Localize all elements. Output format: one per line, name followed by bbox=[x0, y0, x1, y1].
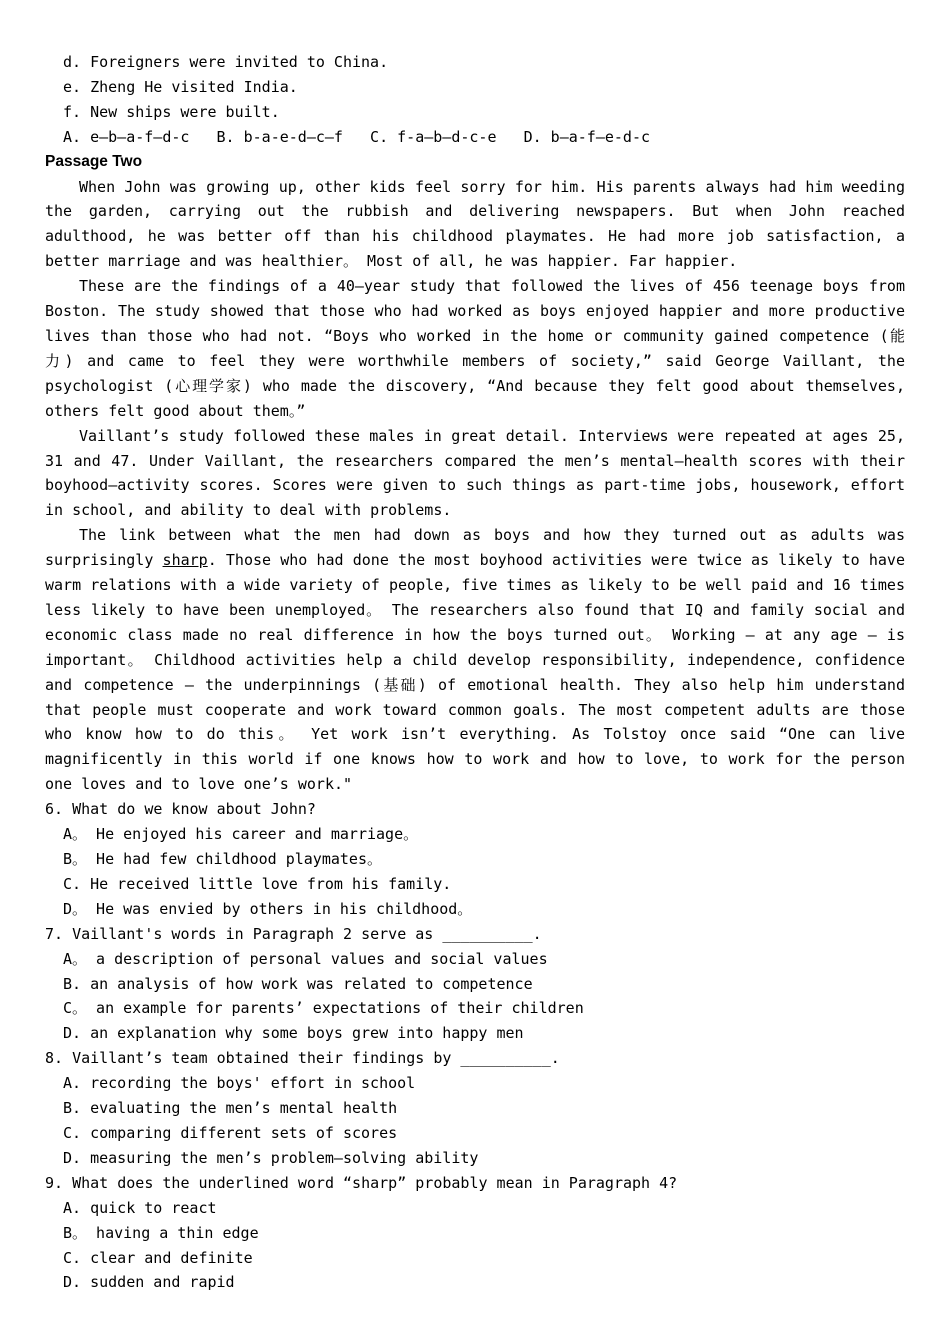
option-line: f. New ships were built. bbox=[63, 102, 280, 121]
question-8-option-d: D. measuring the men’s problem—solving ability bbox=[63, 1148, 479, 1167]
question-9-option-a: A. quick to react bbox=[63, 1198, 217, 1217]
question-7-option-a: A。 a description of personal values and social values bbox=[63, 949, 548, 968]
question-9-option-b: B。 having a thin edge bbox=[63, 1223, 259, 1242]
answer-choices-line: A. e—b—a-f—d-c B. b-a-e-d—c—f C. f-a—b—d-c-e D. b—a-f—e-d-c bbox=[63, 127, 650, 146]
question-7-option-b: B. an analysis of how work was related to competence bbox=[63, 974, 533, 993]
document-page bbox=[45, 50, 905, 1295]
question-8-stem: 8. Vaillant’s team obtained their findings by __________. bbox=[45, 1049, 560, 1068]
question-7-option-c: C。 an example for parents’ expectations of their children bbox=[63, 999, 584, 1018]
question-7-stem: 7. Vaillant's words in Paragraph 2 serve as __________. bbox=[45, 924, 542, 943]
question-9-option-c: C. clear and definite bbox=[63, 1248, 253, 1267]
question-8-option-c: C. comparing different sets of scores bbox=[63, 1123, 398, 1142]
option-line: d. Foreigners were invited to China. bbox=[63, 53, 389, 71]
underlined-word-sharp: sharp bbox=[162, 551, 208, 570]
question-7-option-d: D. an explanation why some boys grew into happy men bbox=[63, 1024, 524, 1043]
question-6-option-c: C. He received little love from his family. bbox=[63, 874, 452, 893]
paragraph-1: When John was growing up, other kids feel sorry for him. His parents always had him weeding the garden, carrying out the rubbish and delivering newspapers. But when John reached adulthood, he was better off than his childhood playmates. He had more job satisfaction, a better marriage and was healthier。 Most of all, he was happier. Far happier. bbox=[45, 177, 905, 271]
question-6-option-a: A。 He enjoyed his career and marriage。 bbox=[63, 825, 419, 844]
question-6-stem: 6. What do we know about John? bbox=[45, 800, 316, 819]
paragraph-4-text-b: . Those who had done the most boyhood activities were twice as likely to have warm relations with a wide variety of people, five times as likely to be well paid and 16 times less likely to have been unemployed。 The researchers also found that IQ and family social and economic class made no real difference in how the boys turned out。 Working – at any age – is important。 Childhood activities help a child develop responsibility, independence, confidence and competence – the underpinnings (基础) of emotional health. They also help him understand that people must cooperate and work toward common goals. The most competent adults are those who know how to do this。 Yet work isn’t everything. As Tolstoy once said “One can live magnificently in this world if one knows how to work and how to love, to work for the person one loves and to love one’s work." bbox=[45, 551, 905, 794]
question-6-option-d: D。 He was envied by others in his childhood。 bbox=[63, 899, 473, 918]
option-line: e. Zheng He visited India. bbox=[63, 77, 298, 96]
paragraph-2: These are the findings of a 40—year study that followed the lives of 456 teenage boys from Boston. The study showed that those who had worked as boys enjoyed happier and more productive lives than those who had not. “Boys who worked in the home or community gained competence (能力) and came to feel they were worthwhile members of society,” said George Vaillant, the psychologist (心理学家) who made the discovery, “And because they felt good about themselves, others felt good about them。” bbox=[45, 277, 905, 420]
question-6-option-b: B。 He had few childhood playmates。 bbox=[63, 850, 382, 868]
question-9-option-d: D. sudden and rapid bbox=[63, 1273, 235, 1292]
passage-title: Passage Two bbox=[45, 152, 143, 170]
question-8-option-a: A. recording the boys' effort in school bbox=[63, 1074, 416, 1093]
paragraph-4 bbox=[45, 523, 905, 797]
question-8-option-b: B. evaluating the men’s mental health bbox=[63, 1099, 398, 1118]
paragraph-3: Vaillant’s study followed these males in great detail. Interviews were repeated at ages 25, 31 and 47. Under Vaillant, the researchers compared the men’s mental—health scores with their boyhood—activity scores. Scores were given to such things as part-time jobs, housework, effort in school, and ability to deal with problems. bbox=[45, 426, 905, 520]
question-9-stem: 9. What does the underlined word “sharp” probably mean in Paragraph 4? bbox=[45, 1173, 678, 1192]
paragraph-4-text-a: The link between what the men had down as boys and how they turned out as adults was surprisingly bbox=[45, 526, 905, 570]
